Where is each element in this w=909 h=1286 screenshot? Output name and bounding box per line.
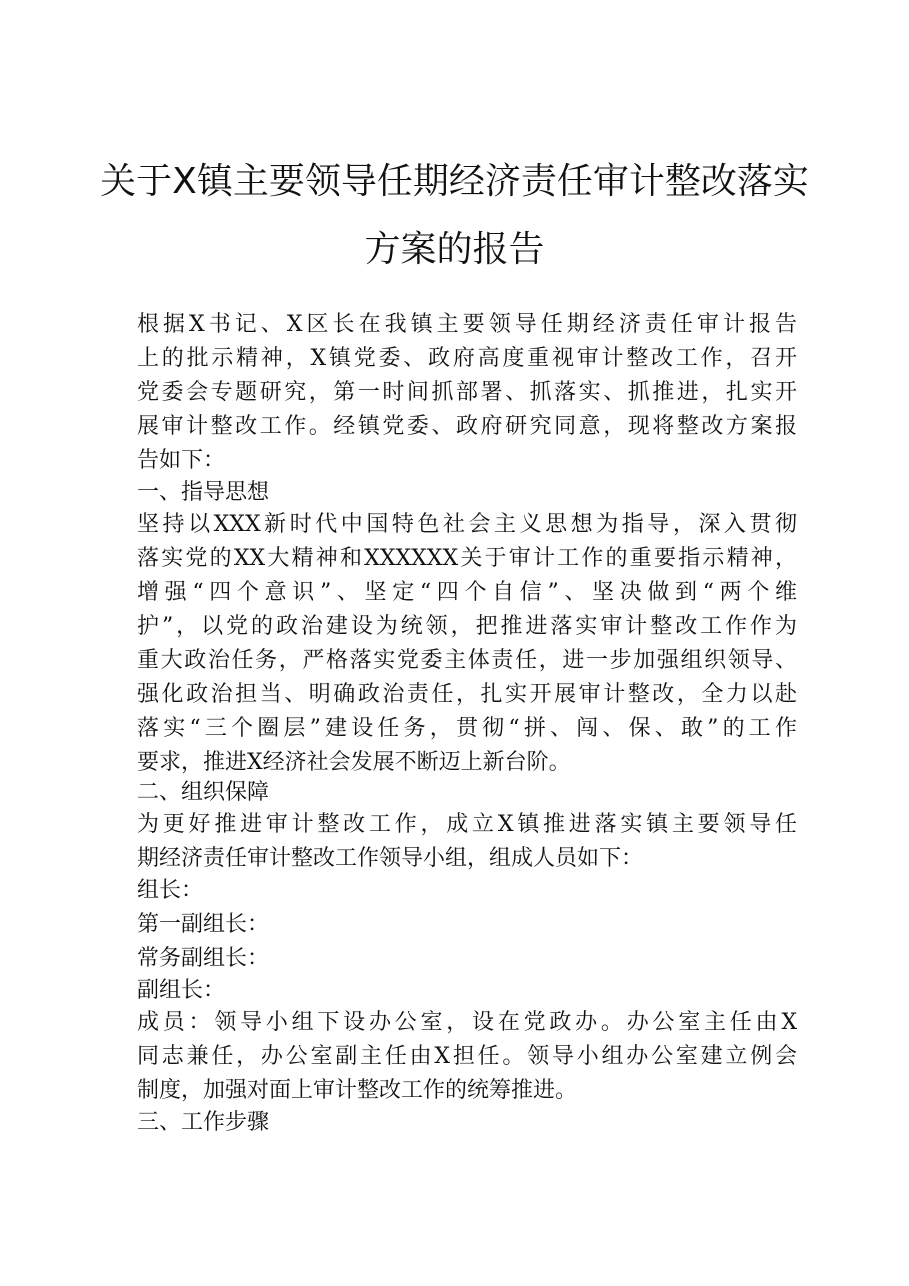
intro-line: 上的批示精神，X镇党委、政府高度重视审计整改工作，召开 [137,346,797,371]
members-line: 成员：领导小组下设办公室，设在党政办。办公室主任由X [137,1010,797,1035]
section-heading-guiding-thought: 一、指导思想 [137,480,270,505]
members-line: 制度，加强对面上审计整改工作的统筹推进。 [137,1078,578,1103]
section1-line: 强化政治担当、明确政治责任，扎实开展审计整改，全力以赴 [137,682,797,707]
members-line: 同志兼任，办公室副主任由X担任。领导小组办公室建立例会 [137,1044,797,1069]
section1-line: 坚持以XXX新时代中国特色社会主义思想为指导，深入贯彻 [137,512,797,537]
role-deputy: 副组长： [137,978,226,1003]
role-first-deputy: 第一副组长： [137,912,270,937]
section1-line: 要求，推进X经济社会发展不断迈上新台阶。 [137,750,571,775]
intro-line: 根据X书记、X区长在我镇主要领导任期经济责任审计报告 [137,312,797,337]
intro-line: 展审计整改工作。经镇党委、政府研究同意，现将整改方案报 [137,414,797,439]
section1-line: 护”，以党的政治建设为统领，把推进落实审计整改工作作为 [137,614,797,639]
section-heading-work-steps: 三、工作步骤 [137,1110,270,1135]
section1-line: 落实“三个圈层”建设任务，贯彻“拼、闯、保、敢”的工作 [137,716,797,741]
document-title-line-2: 方案的报告 [364,229,545,270]
section2-line: 为更好推进审计整改工作，成立X镇推进落实镇主要领导任 [137,812,797,837]
section-heading-organization: 二、组织保障 [137,780,270,805]
section1-line: 落实党的XX大精神和XXXXXX关于审计工作的重要指示精神， [137,546,797,571]
section1-line: 重大政治任务，严格落实党委主体责任，进一步加强组织领导、 [137,648,797,673]
section1-line: 增强“四个意识”、坚定“四个自信”、坚决做到“两个维 [137,580,797,605]
intro-line: 告如下： [137,448,226,473]
intro-line: 党委会专题研究，第一时间抓部署、抓落实、抓推进，扎实开 [137,380,797,405]
section2-line: 期经济责任审计整改工作领导小组，组成人员如下： [137,846,644,871]
role-executive-deputy: 常务副组长： [137,946,270,971]
role-leader: 组长： [137,878,204,903]
document-title-line-1: 关于X镇主要领导任期经济责任审计整改落实 [100,161,809,202]
